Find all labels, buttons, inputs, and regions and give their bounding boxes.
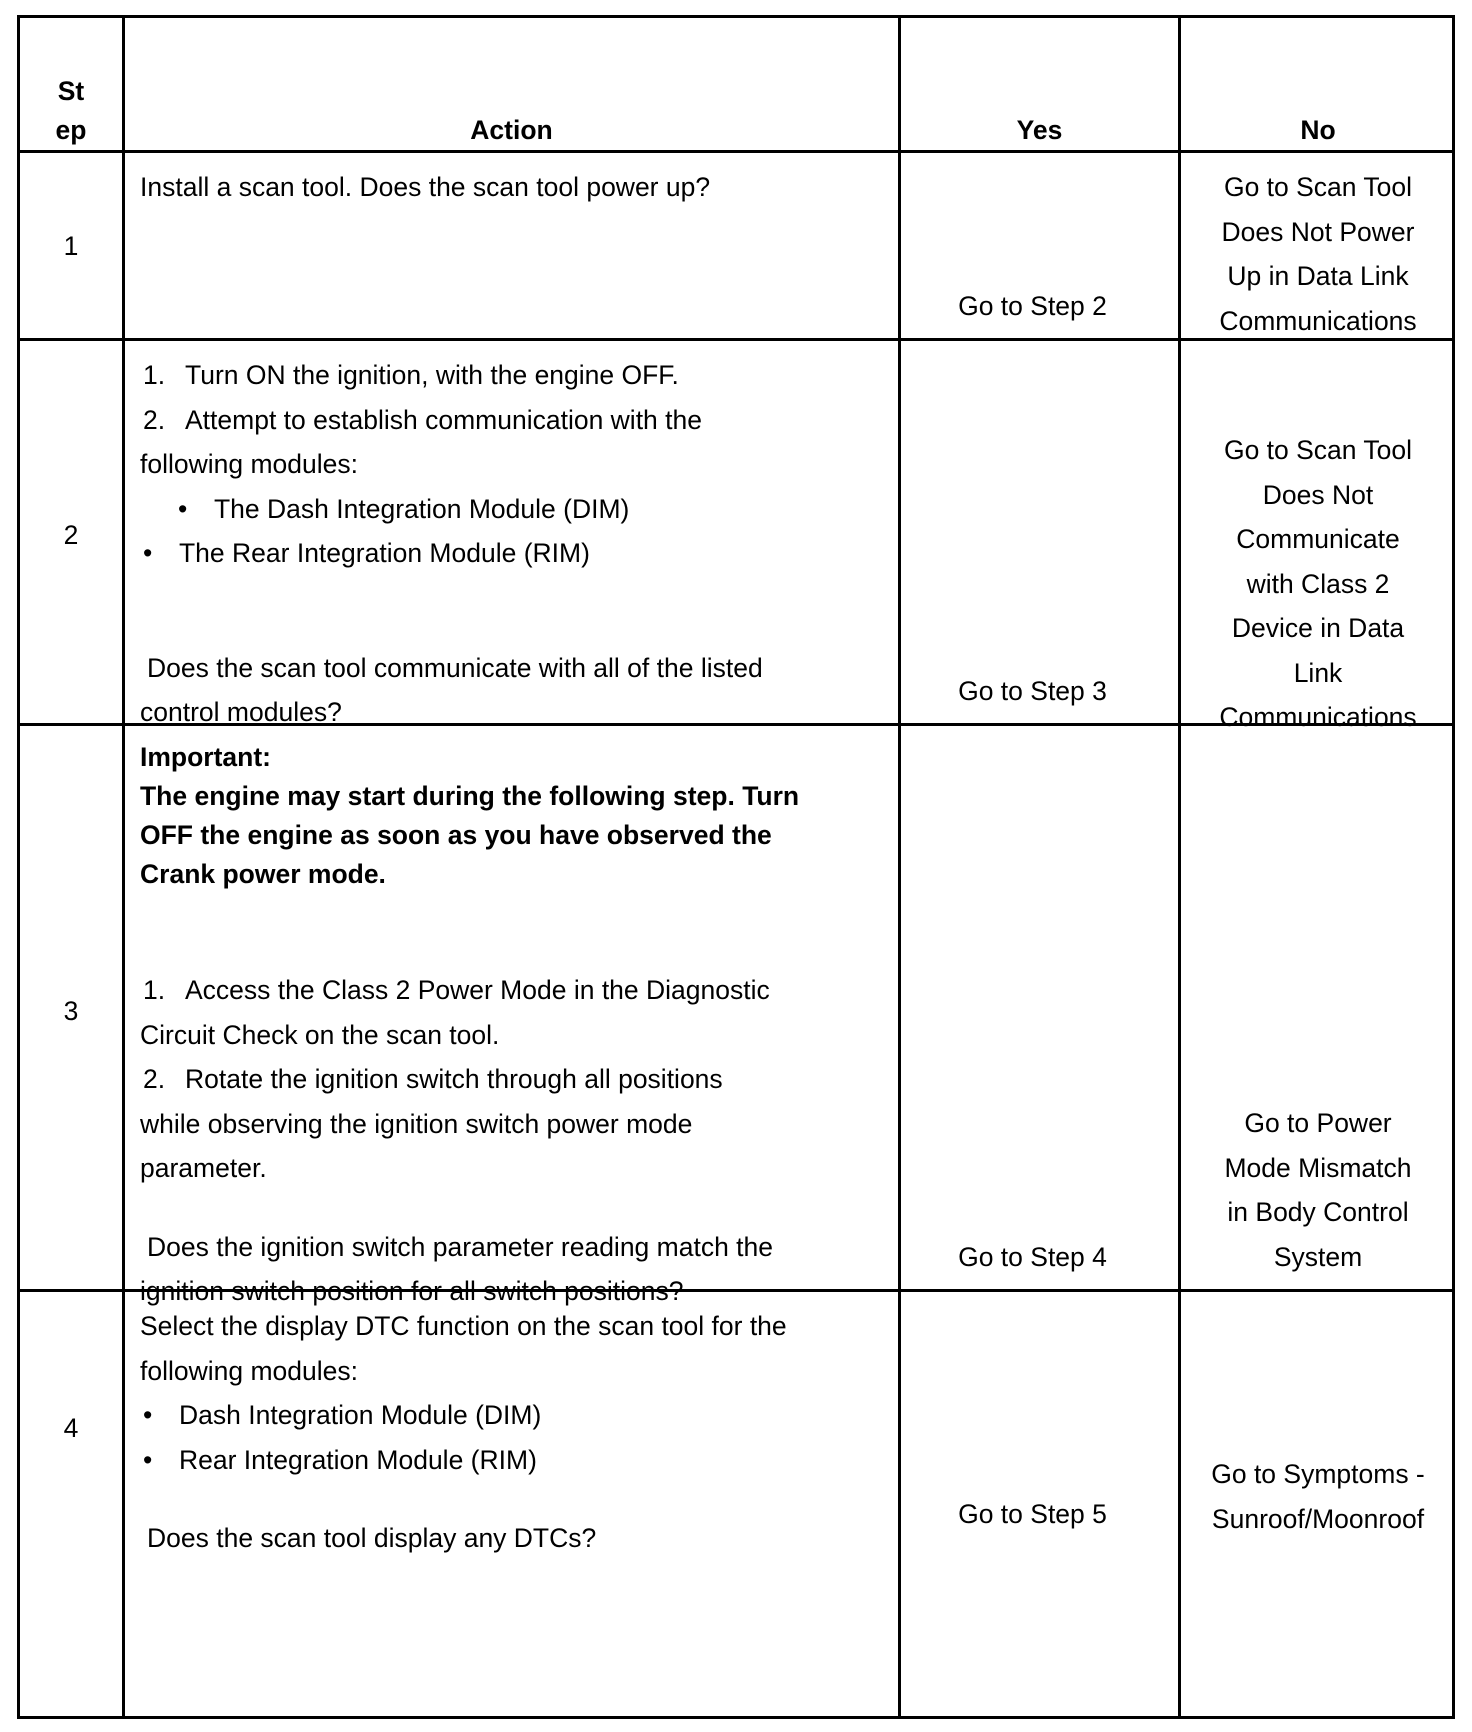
no-line[interactable]: Sunroof/Moonroof [1211, 1503, 1425, 1534]
header-yes-label: Yes [1016, 115, 1063, 145]
no-line[interactable]: System [1273, 1241, 1363, 1272]
important-label: Important: [140, 742, 272, 772]
numbered-item [140, 353, 888, 398]
no-line[interactable]: Communications [1219, 305, 1417, 336]
bullet-glyph: • [143, 538, 153, 568]
step-number-cell [20, 726, 122, 1289]
no-line[interactable]: Device in Data [1231, 613, 1405, 643]
no-line[interactable]: Go to Scan Tool [1223, 435, 1413, 465]
item-text: Turn ON the ignition, with the engine OFF. [185, 360, 679, 390]
bullet-text: The Rear Integration Module (RIM) [179, 538, 590, 568]
question-line: Does the ignition switch parameter reading match the [147, 1231, 774, 1262]
no-cell [1178, 1292, 1455, 1716]
bullet-glyph: • [178, 493, 188, 524]
yes-link[interactable]: Go to Step 2 [958, 291, 1107, 321]
header-action [122, 18, 898, 150]
intro-line: Select the display DTC function on the scan tool for the [140, 1311, 787, 1341]
header-step-line2: ep [55, 115, 87, 145]
step-number-cell [20, 153, 122, 338]
action-cell [122, 153, 898, 338]
item-continuation: following modules: [140, 449, 359, 479]
item-number: 2. [143, 404, 166, 435]
item-number: 2. [143, 1064, 166, 1094]
no-line[interactable]: Communications [1219, 702, 1417, 732]
important-line: OFF the engine as soon as you have observed the [140, 820, 772, 850]
item-continuation: parameter. [140, 1153, 267, 1183]
bullet-text: Dash Integration Module (DIM) [179, 1400, 542, 1430]
bullet-text: Rear Integration Module (RIM) [179, 1444, 537, 1475]
no-line[interactable]: Go to Symptoms - [1211, 1459, 1425, 1489]
no-line[interactable]: with Class 2 [1246, 568, 1390, 599]
action-cell [122, 1292, 898, 1716]
header-no-label: No [1300, 115, 1336, 145]
header-step-line1: St [57, 76, 85, 106]
table-row [20, 1289, 1452, 1716]
no-line[interactable]: Up in Data Link [1227, 261, 1409, 291]
bullet-item [140, 531, 888, 576]
no-line[interactable]: Go to Power [1244, 1108, 1392, 1138]
table-row [20, 338, 1452, 732]
no-cell [1178, 153, 1455, 338]
question-line: ignition switch position for all switch positions? [140, 1276, 684, 1306]
table-header-row [20, 18, 1452, 150]
no-line[interactable]: Go to Scan Tool [1223, 172, 1413, 202]
important-line: The engine may start during the following step. Turn [140, 781, 800, 811]
question-line: Does the scan tool communicate with all of the listed [147, 652, 763, 683]
table-row [20, 150, 1452, 338]
yes-cell [898, 726, 1178, 1289]
step-number: 4 [63, 1413, 79, 1443]
action-cell [122, 726, 898, 1306]
item-text: Attempt to establish communication with the [185, 404, 702, 435]
step-number-cell [20, 1292, 122, 1716]
item-text: Rotate the ignition switch through all positions [185, 1064, 723, 1094]
table-row [20, 723, 1452, 1306]
no-line[interactable]: Communicate [1236, 524, 1400, 554]
step-number: 1 [63, 231, 79, 261]
numbered-item [140, 1057, 888, 1102]
header-no [1178, 18, 1455, 150]
item-text: Access the Class 2 Power Mode in the Diagnostic [185, 975, 770, 1005]
bullet-item [140, 487, 888, 532]
action-cell [122, 341, 898, 727]
header-action-label: Action [470, 115, 553, 145]
header-step [20, 18, 122, 150]
bullet-item [140, 1438, 888, 1483]
no-cell [1178, 726, 1455, 1289]
header-yes [898, 18, 1178, 150]
action-text: Install a scan tool. Does the scan tool power up? [140, 172, 711, 202]
no-line[interactable]: Does Not Power [1221, 216, 1415, 247]
yes-link[interactable]: Go to Step 5 [958, 1499, 1107, 1529]
item-number: 1. [143, 975, 166, 1005]
bullet-glyph: • [143, 1400, 153, 1430]
bullet-text: The Dash Integration Module (DIM) [214, 493, 630, 524]
yes-cell [898, 1292, 1178, 1716]
step-number: 3 [63, 996, 79, 1026]
bullet-glyph: • [143, 1444, 153, 1475]
numbered-item [140, 968, 888, 1013]
no-line[interactable]: Does Not [1262, 479, 1374, 510]
question-line: Does the scan tool display any DTCs? [147, 1523, 597, 1553]
no-line[interactable]: in Body Control [1227, 1197, 1409, 1227]
no-line[interactable]: Mode Mismatch [1224, 1152, 1412, 1183]
intro-line: following modules: [140, 1355, 359, 1386]
item-continuation: Circuit Check on the scan tool. [140, 1019, 500, 1050]
step-number-cell [20, 341, 122, 723]
yes-link[interactable]: Go to Step 3 [958, 676, 1107, 706]
item-continuation: while observing the ignition switch power mode [140, 1108, 693, 1139]
diagnostic-table [17, 15, 1455, 1719]
yes-link[interactable]: Go to Step 4 [958, 1242, 1107, 1272]
item-number: 1. [143, 360, 166, 390]
no-line[interactable]: Link [1293, 657, 1343, 688]
step-number: 2 [63, 520, 79, 550]
bullet-item [140, 1393, 888, 1438]
yes-cell [898, 341, 1178, 723]
yes-cell [898, 153, 1178, 338]
numbered-item [140, 398, 888, 443]
important-line: Crank power mode. [140, 859, 386, 889]
question-line: control modules? [140, 697, 342, 727]
no-cell [1178, 341, 1455, 732]
